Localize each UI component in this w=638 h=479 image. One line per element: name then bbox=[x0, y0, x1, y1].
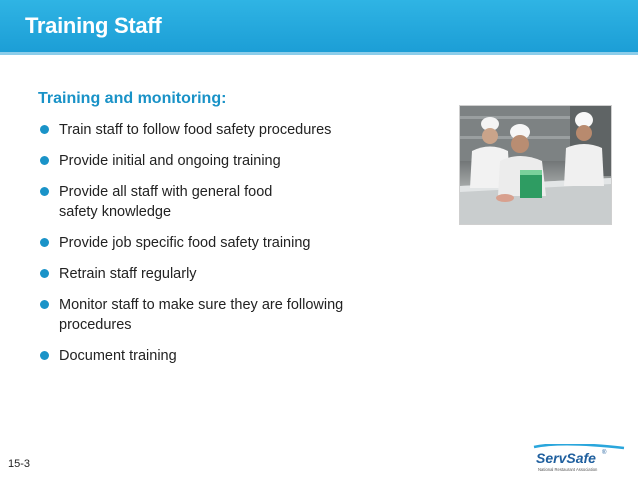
bullet-text: Document training bbox=[59, 348, 177, 364]
bullet-icon bbox=[40, 269, 49, 278]
bullet-text: Train staff to follow food safety procedures bbox=[59, 122, 332, 138]
bullet-icon bbox=[40, 187, 49, 196]
servsafe-logo-mark bbox=[532, 444, 628, 474]
bullet-icon bbox=[40, 300, 49, 309]
bullet-item bbox=[38, 182, 314, 222]
slide-title: Training Staff bbox=[25, 13, 162, 38]
bullet-icon bbox=[40, 125, 49, 134]
page-number: 15-3 bbox=[8, 458, 31, 470]
bullet-item bbox=[38, 295, 399, 335]
bullet-icon bbox=[40, 351, 49, 360]
bullet-item bbox=[38, 233, 398, 253]
kitchen-staff-photo bbox=[459, 105, 612, 225]
bullet-item bbox=[38, 151, 398, 171]
title-stripe bbox=[0, 52, 638, 55]
photo-illustration bbox=[460, 106, 611, 224]
bullet-text: Provide all staff with general food safety knowledge bbox=[59, 184, 273, 220]
bullet-item bbox=[38, 264, 398, 284]
bullet-item bbox=[38, 120, 398, 140]
servsafe-logo bbox=[532, 444, 628, 474]
bullet-icon bbox=[40, 156, 49, 165]
bullet-list bbox=[38, 120, 398, 377]
bullet-icon bbox=[40, 238, 49, 247]
section-heading: Training and monitoring: bbox=[38, 90, 227, 107]
bullet-text: Retrain staff regularly bbox=[59, 266, 197, 282]
svg-text:National Restaurant Associatio: National Restaurant Association bbox=[538, 467, 598, 472]
svg-text:ServSafe: ServSafe bbox=[536, 450, 596, 466]
svg-text:®: ® bbox=[602, 450, 607, 456]
bullet-item bbox=[38, 346, 398, 366]
bullet-text: Provide job specific food safety training bbox=[59, 235, 311, 251]
bullet-text: Provide initial and ongoing training bbox=[59, 153, 281, 169]
bullet-text: Monitor staff to make sure they are following procedures bbox=[59, 297, 344, 333]
